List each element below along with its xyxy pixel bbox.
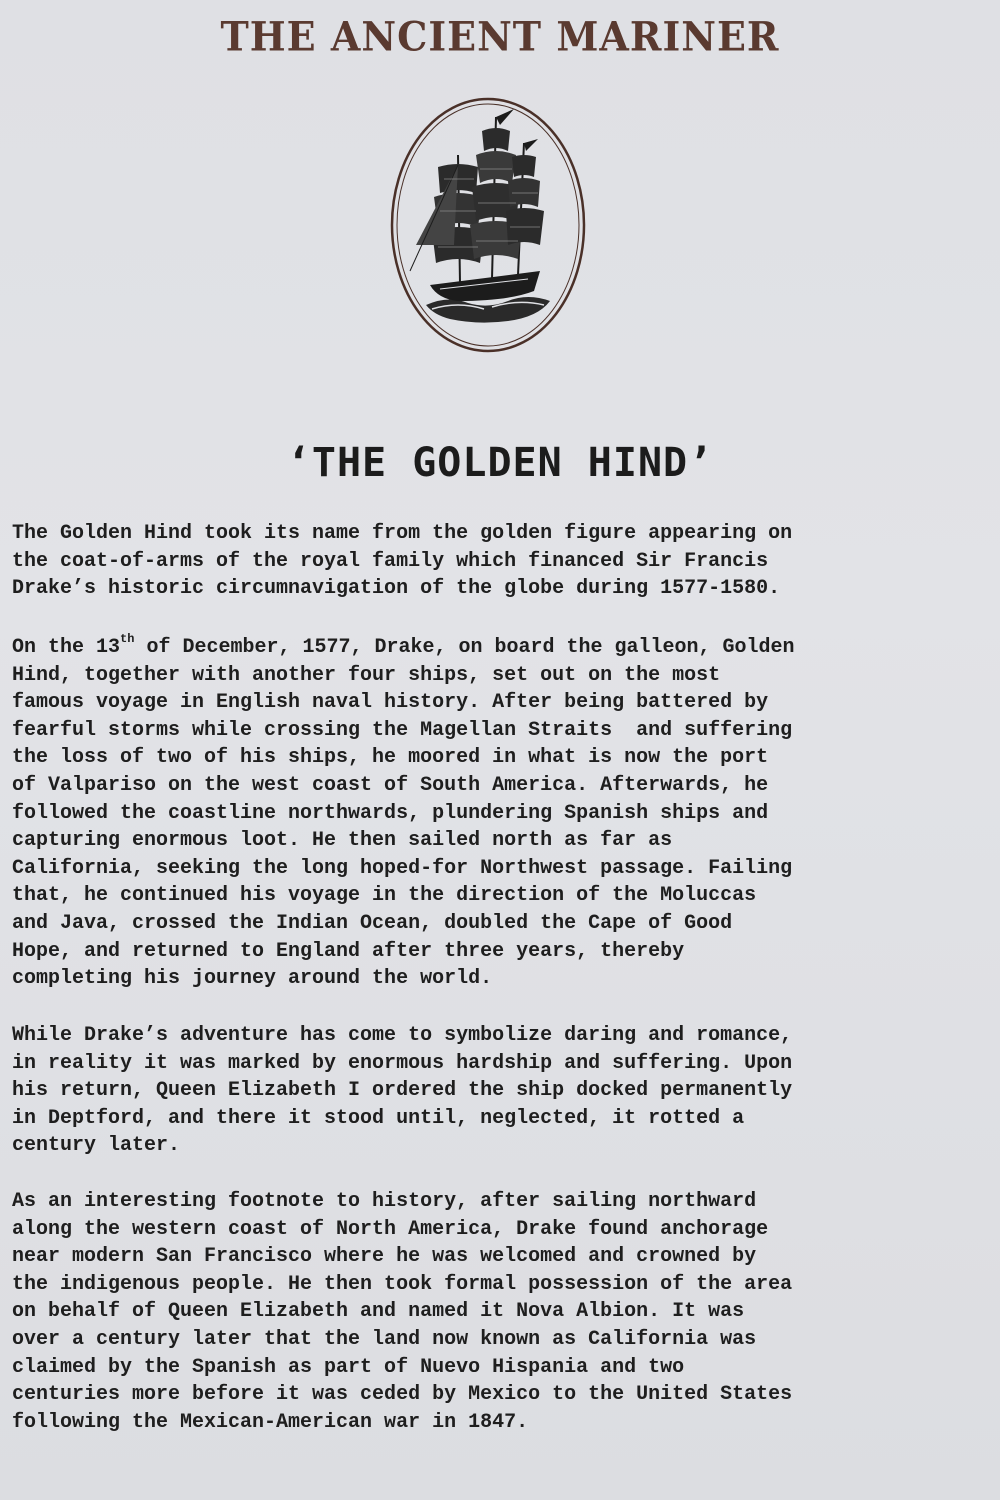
p4-line-4: the indigenous people. He then took formal possession of the area — [12, 1272, 793, 1296]
p4-line-2: along the western coast of North America, Drake found anchorage — [12, 1217, 769, 1241]
paragraph-3 — [12, 1022, 992, 1160]
p4-line-5: on behalf of Queen Elizabeth and named it Nova Albion. It was — [12, 1300, 745, 1324]
p4-line-8: centuries more before it was ceded by Mexico to the United States — [12, 1383, 793, 1407]
p4-line-6: over a century later that the land now known as California was — [12, 1327, 757, 1351]
p2-line-4: fearful storms while crossing the Magellan Straits and suffering — [12, 718, 793, 742]
p2-line-1-end: of December, 1577, Drake, on board the galleon, Golden — [134, 636, 795, 659]
masthead-title: THE ANCIENT MARINER — [220, 12, 780, 61]
p1-line-3: Drake’s historic circumnavigation of the globe during 1577-1580. — [12, 577, 781, 601]
p2-line-6: of Valpariso on the west coast of South America. Afterwards, he — [12, 773, 769, 797]
p3-line-1: While Drake’s adventure has come to symbolize daring and romance, — [12, 1024, 793, 1047]
p4-line-3: near modern San Francisco where he was welcomed and crowned by — [12, 1245, 757, 1269]
p2-line-5: the loss of two of his ships, he moored in what is now the port — [12, 746, 769, 770]
p2-line-13: completing his journey around the world. — [12, 967, 493, 991]
p1-line-1: The Golden Hind took its name from the golden figure appearing on — [12, 522, 793, 545]
p3-line-5: century later. — [12, 1134, 181, 1158]
p2-line-11: and Java, crossed the Indian Ocean, doubled the Cape of Good — [12, 911, 733, 935]
p3-line-2: in reality it was marked by enormous hardship and suffering. Upon — [12, 1051, 793, 1075]
p2-line-3: famous voyage in English naval history. After being battered by — [12, 691, 769, 715]
sailing-ship-emblem-icon — [388, 95, 588, 355]
paragraph-4 — [12, 1188, 992, 1436]
p4-line-7: claimed by the Spanish as part of Nuevo Hispania and two — [12, 1355, 685, 1379]
p4-line-1: As an interesting footnote to history, after sailing northward — [12, 1190, 757, 1213]
p2-line-12: Hope, and returned to England after three years, thereby — [12, 939, 685, 963]
article-heading: ‘THE GOLDEN HIND’ — [286, 440, 714, 486]
p2-line-9: California, seeking the long hoped-for Northwest passage. Failing — [12, 856, 793, 880]
paragraph-1 — [12, 520, 992, 603]
p3-line-4: in Deptford, and there it stood until, neglected, it rotted a — [12, 1106, 745, 1130]
paragraph-2 — [12, 634, 992, 993]
p1-line-2: the coat-of-arms of the royal family which financed Sir Francis — [12, 549, 769, 573]
p4-line-9: following the Mexican-American war in 1847. — [12, 1410, 529, 1434]
p2-line-1-start: On the 13 — [12, 636, 121, 659]
p2-line-8: capturing enormous loot. He then sailed north as far as — [12, 829, 673, 853]
ordinal-suffix: th — [120, 632, 135, 647]
p2-line-10: that, he continued his voyage in the direction of the Moluccas — [12, 884, 757, 908]
p3-line-3: his return, Queen Elizabeth I ordered the ship docked permanently — [12, 1079, 793, 1103]
p2-line-7: followed the coastline northwards, plundering Spanish ships and — [12, 801, 769, 825]
p2-line-2: Hind, together with another four ships, set out on the most — [12, 663, 721, 687]
